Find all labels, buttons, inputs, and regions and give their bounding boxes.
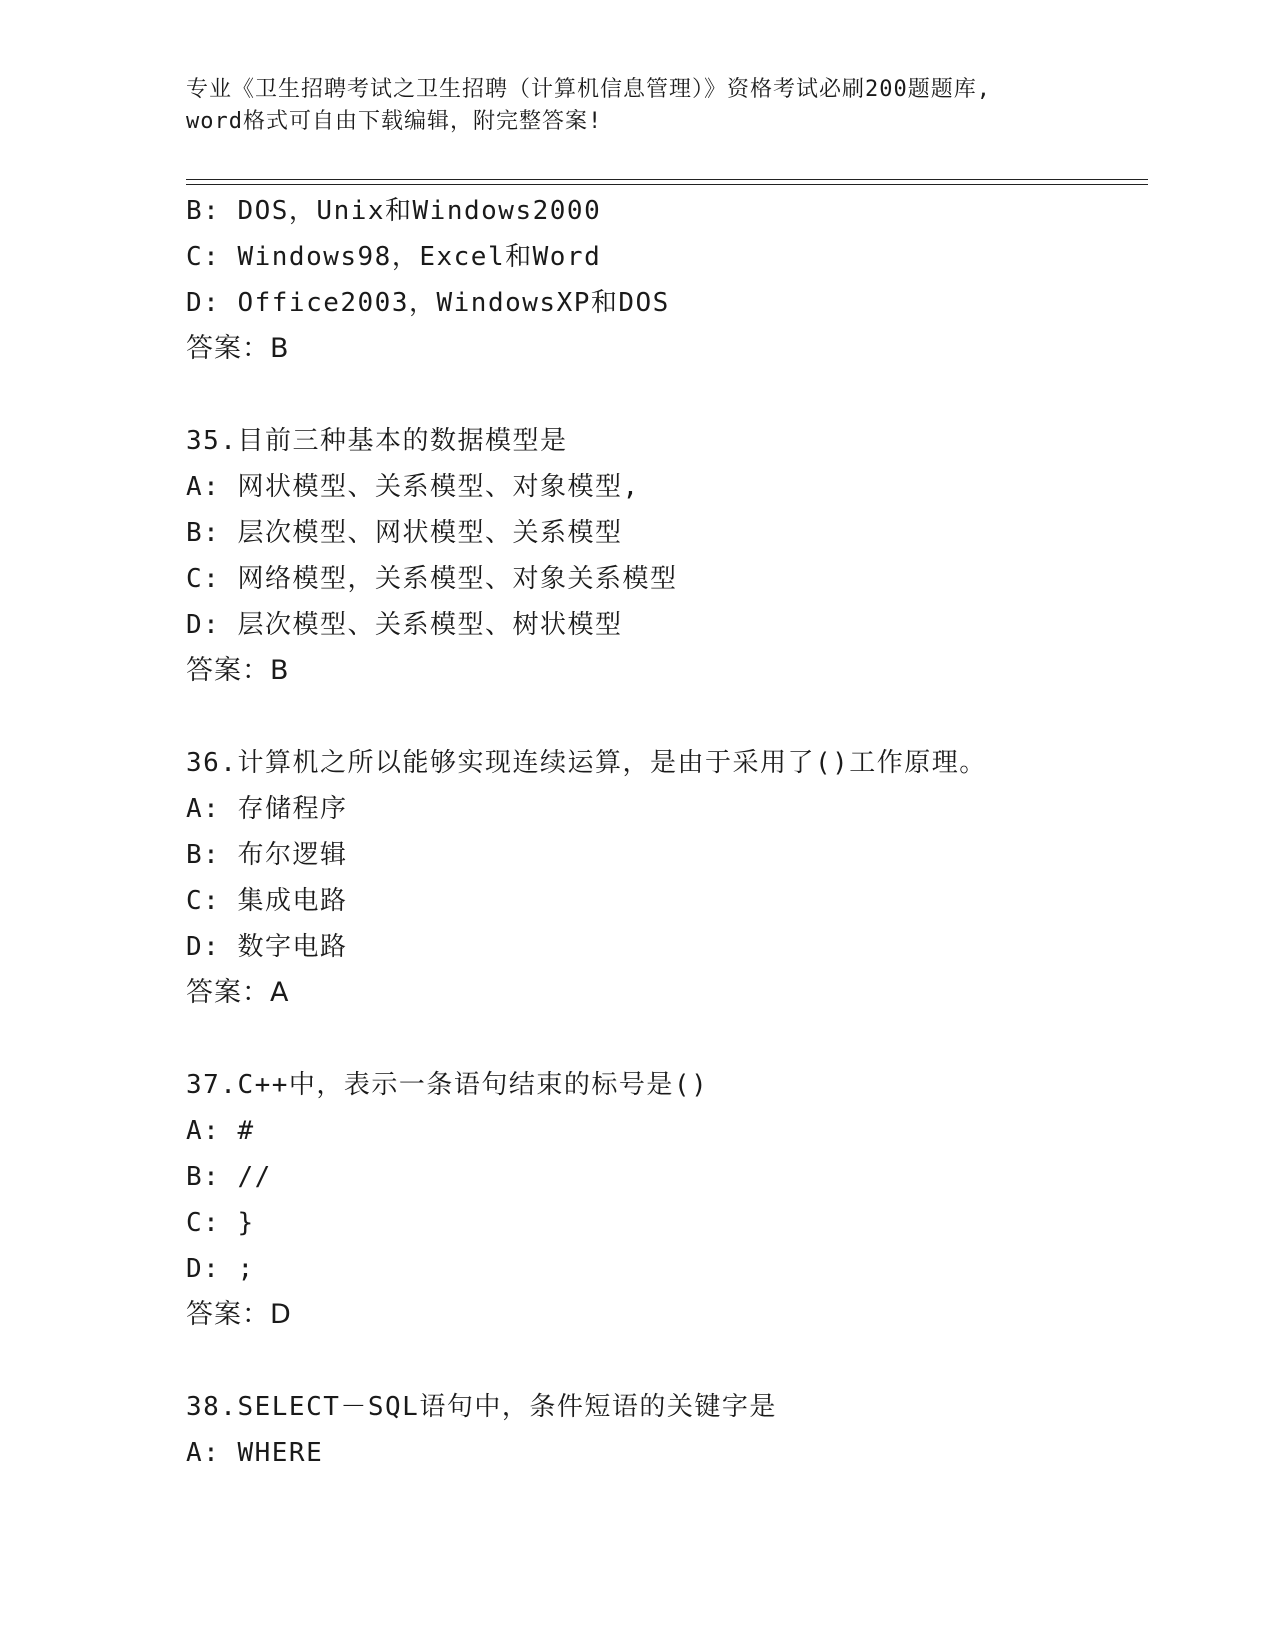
option-a: A: 存储程序 xyxy=(186,794,348,824)
answer-line: 答案：A xyxy=(186,977,290,1008)
option-b: B: 布尔逻辑 xyxy=(186,840,348,870)
option-c: C: Windows98，Excel和Word xyxy=(186,242,602,272)
document-header xyxy=(186,74,1086,138)
question-text: 38.SELECT－SQL语句中，条件短语的关键字是 xyxy=(186,1392,777,1422)
option-d: D: ; xyxy=(186,1254,255,1284)
question-block-36 xyxy=(186,740,1146,1016)
question-text: 37.C++中，表示一条语句结束的标号是() xyxy=(186,1070,709,1100)
question-block-38 xyxy=(186,1384,1146,1476)
header-title-line-1: 专业《卫生招聘考试之卫生招聘（计算机信息管理）》资格考试必刷200题题库, xyxy=(186,77,991,102)
spacer xyxy=(186,1016,1146,1062)
option-d: D: 数字电路 xyxy=(186,932,348,962)
option-d: D: 层次模型、关系模型、树状模型 xyxy=(186,610,623,640)
header-divider-top xyxy=(186,179,1148,180)
question-list xyxy=(186,188,1146,1476)
answer-line: 答案：B xyxy=(186,333,290,364)
question-block-35 xyxy=(186,418,1146,694)
header-divider-bottom xyxy=(186,184,1148,185)
question-text: 36.计算机之所以能够实现连续运算，是由于采用了()工作原理。 xyxy=(186,748,987,778)
question-block-34 xyxy=(186,188,1146,372)
option-a: A: # xyxy=(186,1116,255,1146)
option-c: C: } xyxy=(186,1208,255,1238)
option-a: A: WHERE xyxy=(186,1438,324,1468)
spacer xyxy=(186,1338,1146,1384)
answer-line: 答案：D xyxy=(186,1299,292,1330)
option-d: D: Office2003，WindowsXP和DOS xyxy=(186,288,670,318)
option-a: A: 网状模型、关系模型、对象模型, xyxy=(186,472,640,502)
option-c: C: 集成电路 xyxy=(186,886,348,916)
option-b: B: // xyxy=(186,1162,272,1192)
option-b: B: DOS，Unix和Windows2000 xyxy=(186,196,602,226)
question-text: 35.目前三种基本的数据模型是 xyxy=(186,426,568,456)
spacer xyxy=(186,694,1146,740)
header-title-line-2: word格式可自由下载编辑，附完整答案! xyxy=(186,109,603,134)
question-block-37 xyxy=(186,1062,1146,1338)
option-c: C: 网络模型，关系模型、对象关系模型 xyxy=(186,564,678,594)
spacer xyxy=(186,372,1146,418)
answer-line: 答案：B xyxy=(186,655,290,686)
option-b: B: 层次模型、网状模型、关系模型 xyxy=(186,518,623,548)
